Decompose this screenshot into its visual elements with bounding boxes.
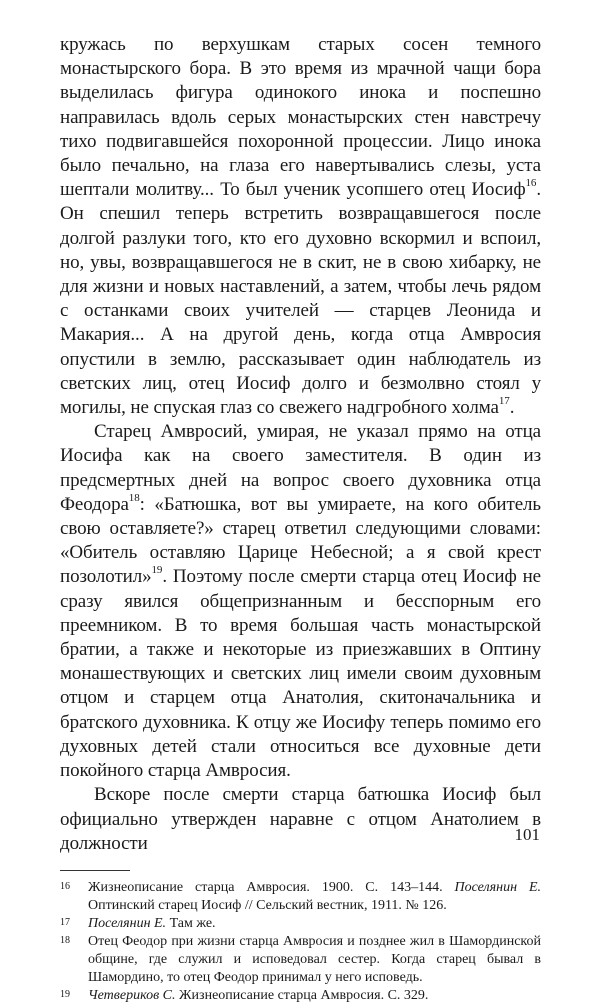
page-number: 101 <box>514 825 540 844</box>
text-run: Отец Феодор при жизни старца Амвросия и позднее жил в Шамординской общине, где служил и исповедовал сестер. Когда старец бывал в Шамордино, то отец Феодор принимал у него исповедь. <box>88 933 541 985</box>
author-name: Поселянин Е. <box>88 915 167 931</box>
footnote <box>60 915 541 933</box>
footnote <box>60 933 541 987</box>
footnote-number: 19 <box>60 988 70 1000</box>
author-name: Четвериков С. <box>88 987 176 1003</box>
book-page <box>60 33 541 1005</box>
text-run: . <box>509 397 515 419</box>
footnote-ref: 16 <box>525 176 537 189</box>
text-run: . Поэтому после смерти старца отец Иосиф не сразу явился общепризнанным и бесспорным его преемником. В то время большая часть монастырской братии, а также и некоторые из приезжавших в Оптину монашествующих и светских лиц имели своим духовным отцом и старцем отца Анатолия, скитоначальника и братского духовника. К отцу же Иосифу теперь помимо его духовных детей стали относиться все духовные дети покойного старца Амвросия. <box>60 566 541 782</box>
footnote-number: 18 <box>60 934 70 946</box>
footnote-separator <box>60 870 130 871</box>
footnote <box>60 987 541 1005</box>
paragraph <box>60 33 541 420</box>
text-run: Вскоре после смерти старца батюшка Иосиф был официально утвержден наравне с отцом Анатолием в должности <box>60 784 541 854</box>
author-name: Поселянин Е. <box>454 879 542 895</box>
footnote-number: 16 <box>60 880 70 892</box>
footnote-ref: 17 <box>498 394 510 407</box>
footnote <box>60 879 541 915</box>
text-run: Оптинский старец Иосиф // Сельский вестник, 1911. № 126. <box>88 897 447 913</box>
paragraph <box>60 420 541 783</box>
footnote-ref: 18 <box>128 491 140 504</box>
text-run: Жизнеописание старца Амвросия. 1900. С. 143–144. <box>88 879 455 895</box>
footnote-number: 17 <box>60 916 70 928</box>
text-run: кружась по верхушкам старых сосен темного монастырского бора. В это время из мрачной чащи бора выделилась фигура одинокого инока и поспешно направилась вдоль серых монастырских стен навстречу тихо подвигавшейся похоронной процессии. Лицо инока было печально, на глаза его навертывались слезы, уста шептали молитву... То был ученик усопшего отец Иосиф <box>60 34 541 201</box>
text-run: . Он спешил теперь встретить возвращавшегося после долгой разлуки того, кто его духовно вскормил и вспоил, но, увы, возвращавшегося не в скит, не в свою хибарку, не для жизни и новых наставлений, а затем, чтобы лечь рядом с останками своих учителей — старцев Леонида и Макария... А на другой день, когда отца Амвросия опустили в землю, рассказывает один наблюдатель из светских лиц, отец Иосиф долго и безмолвно стоял у могилы, не спуская глаз со свежего надгробного холма <box>60 179 541 419</box>
paragraph <box>60 783 541 856</box>
footnotes <box>60 879 541 1005</box>
text-run: Жизнеописание старца Амвросия. С. 329. <box>175 987 429 1003</box>
text-run: : «Батюшка, вот вы умираете, на кого обитель свою оставляете?» старец ответил следующими словами: «Обитель оставляю Царице Небесной; а я свой крест позолотил» <box>60 493 541 588</box>
main-text <box>60 33 541 856</box>
text-run: Старец Амвросий, умирая, не указал прямо на отца Иосифа как на своего заместителя. В один из предсмертных дней на вопрос своего духовника отца Феодора <box>60 421 541 515</box>
footnote-ref: 19 <box>151 564 163 577</box>
text-run: Там же. <box>166 915 216 931</box>
